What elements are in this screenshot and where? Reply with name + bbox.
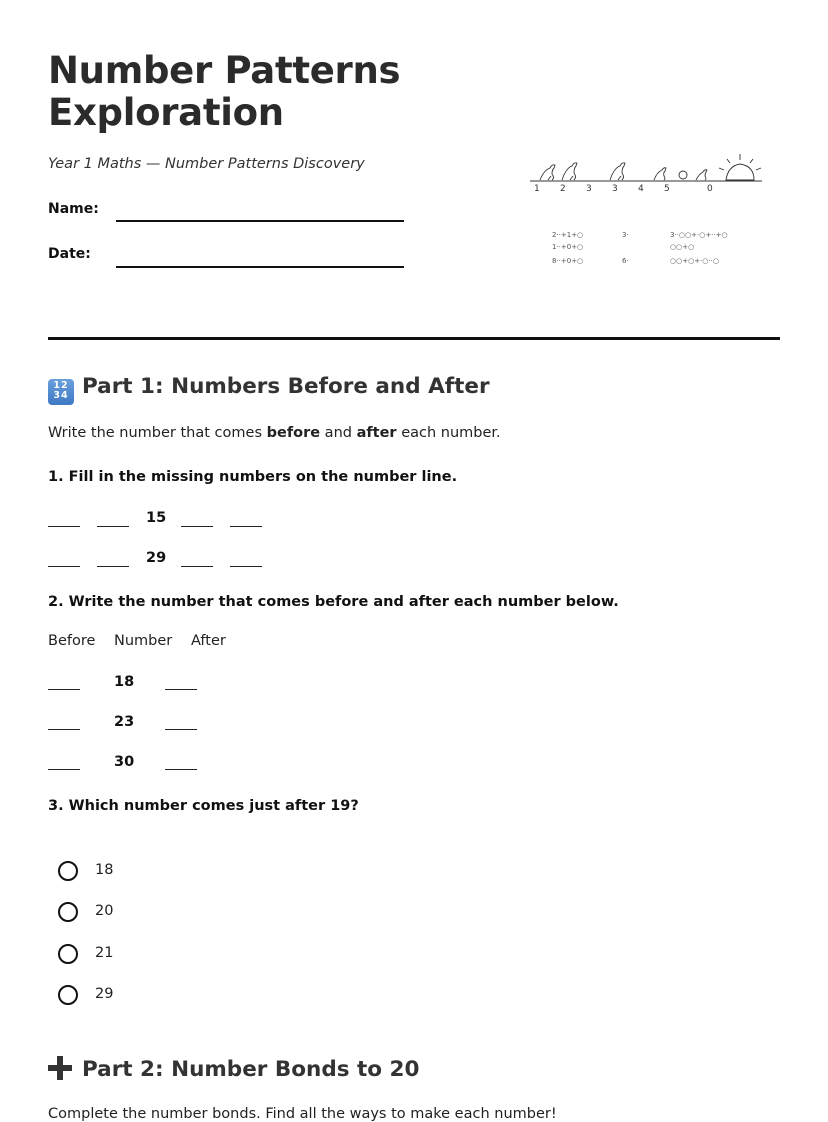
number-line-value: 15 xyxy=(146,510,167,526)
date-field[interactable] xyxy=(116,266,404,268)
answer-blank[interactable] xyxy=(181,526,213,527)
equation: 2··+1+○ xyxy=(552,231,584,239)
answer-blank-after[interactable] xyxy=(165,689,197,690)
option-label[interactable]: 20 xyxy=(95,903,114,919)
intro-bold-after: after xyxy=(356,425,397,441)
answer-blank[interactable] xyxy=(181,566,213,567)
section-divider xyxy=(48,337,780,340)
intro-text: and xyxy=(320,425,357,441)
page-subtitle: Year 1 Maths — Number Patterns Discovery xyxy=(48,156,365,172)
equation: 8··+0+○ xyxy=(552,257,584,265)
intro-text: Write the number that comes xyxy=(48,425,267,441)
part2-intro: Complete the number bonds. Find all the ways to make each number! xyxy=(48,1106,557,1122)
option-radio[interactable] xyxy=(58,902,78,922)
answer-blank-before[interactable] xyxy=(48,769,80,770)
equation-grid xyxy=(552,231,728,265)
equation: 6· xyxy=(622,257,629,265)
given-number: 23 xyxy=(114,714,135,730)
kangaroo-icons xyxy=(540,154,761,180)
kangaroo-number-line-image xyxy=(526,150,766,290)
option-radio[interactable] xyxy=(58,985,78,1005)
nl-label: 4 xyxy=(638,184,644,194)
answer-blank[interactable] xyxy=(97,566,129,567)
answer-blank-after[interactable] xyxy=(165,769,197,770)
option-label[interactable]: 21 xyxy=(95,945,114,961)
answer-blank-before[interactable] xyxy=(48,729,80,730)
keycap-top: 12 xyxy=(53,379,69,391)
number-line-labels xyxy=(534,184,713,194)
option-radio[interactable] xyxy=(58,861,78,881)
part1-heading-text: Part 1: Numbers Before and After xyxy=(82,374,490,399)
nl-label: 1 xyxy=(534,184,540,194)
column-header-number: Number xyxy=(114,633,173,649)
numbers-keycap-icon xyxy=(48,379,74,405)
nl-label: 3 xyxy=(586,184,592,194)
answer-blank[interactable] xyxy=(48,566,80,567)
answer-blank[interactable] xyxy=(97,526,129,527)
given-number: 30 xyxy=(114,754,135,770)
option-radio[interactable] xyxy=(58,944,78,964)
title-line-1: Number Patterns xyxy=(48,49,401,92)
page-title xyxy=(48,50,468,134)
option-label[interactable]: 18 xyxy=(95,862,114,878)
number-line-value: 29 xyxy=(146,550,167,566)
title-line-2: Exploration xyxy=(48,91,284,134)
option-label[interactable]: 29 xyxy=(95,986,114,1002)
nl-label: 5 xyxy=(664,184,670,194)
intro-bold-before: before xyxy=(266,425,321,441)
part2-heading xyxy=(48,1056,419,1082)
nl-label: 0 xyxy=(707,184,713,194)
number-line-illustration xyxy=(526,150,766,290)
answer-blank-after[interactable] xyxy=(165,729,197,730)
question-1-label: 1. Fill in the missing numbers on the number line. xyxy=(48,469,458,485)
date-label: Date: xyxy=(48,246,91,262)
equation: ○○+○+·○··○ xyxy=(670,257,719,265)
intro-text: each number. xyxy=(396,425,501,441)
answer-blank[interactable] xyxy=(230,526,262,527)
equation: ○○+○ xyxy=(670,243,695,251)
name-label: Name: xyxy=(48,201,99,217)
name-field[interactable] xyxy=(116,220,404,222)
column-header-after: After xyxy=(191,633,226,649)
answer-blank[interactable] xyxy=(230,566,262,567)
part2-heading-text: Part 2: Number Bonds to 20 xyxy=(82,1057,420,1082)
nl-label: 3 xyxy=(612,184,618,194)
equation: 1··+0+○ xyxy=(552,243,584,251)
equation: 3··○○+·○+··+○ xyxy=(670,231,728,239)
nl-label: 2 xyxy=(560,184,566,194)
column-header-before: Before xyxy=(48,633,96,649)
answer-blank[interactable] xyxy=(48,526,80,527)
question-2-label: 2. Write the number that comes before and after each number below. xyxy=(48,594,619,610)
question-3-label: 3. Which number comes just after 19? xyxy=(48,798,359,814)
given-number: 18 xyxy=(114,674,135,690)
keycap-bottom: 34 xyxy=(53,390,69,401)
equation: 3· xyxy=(622,231,629,239)
answer-blank-before[interactable] xyxy=(48,689,80,690)
part1-intro xyxy=(48,425,501,441)
part1-heading xyxy=(48,374,490,405)
plus-icon xyxy=(48,1056,72,1080)
